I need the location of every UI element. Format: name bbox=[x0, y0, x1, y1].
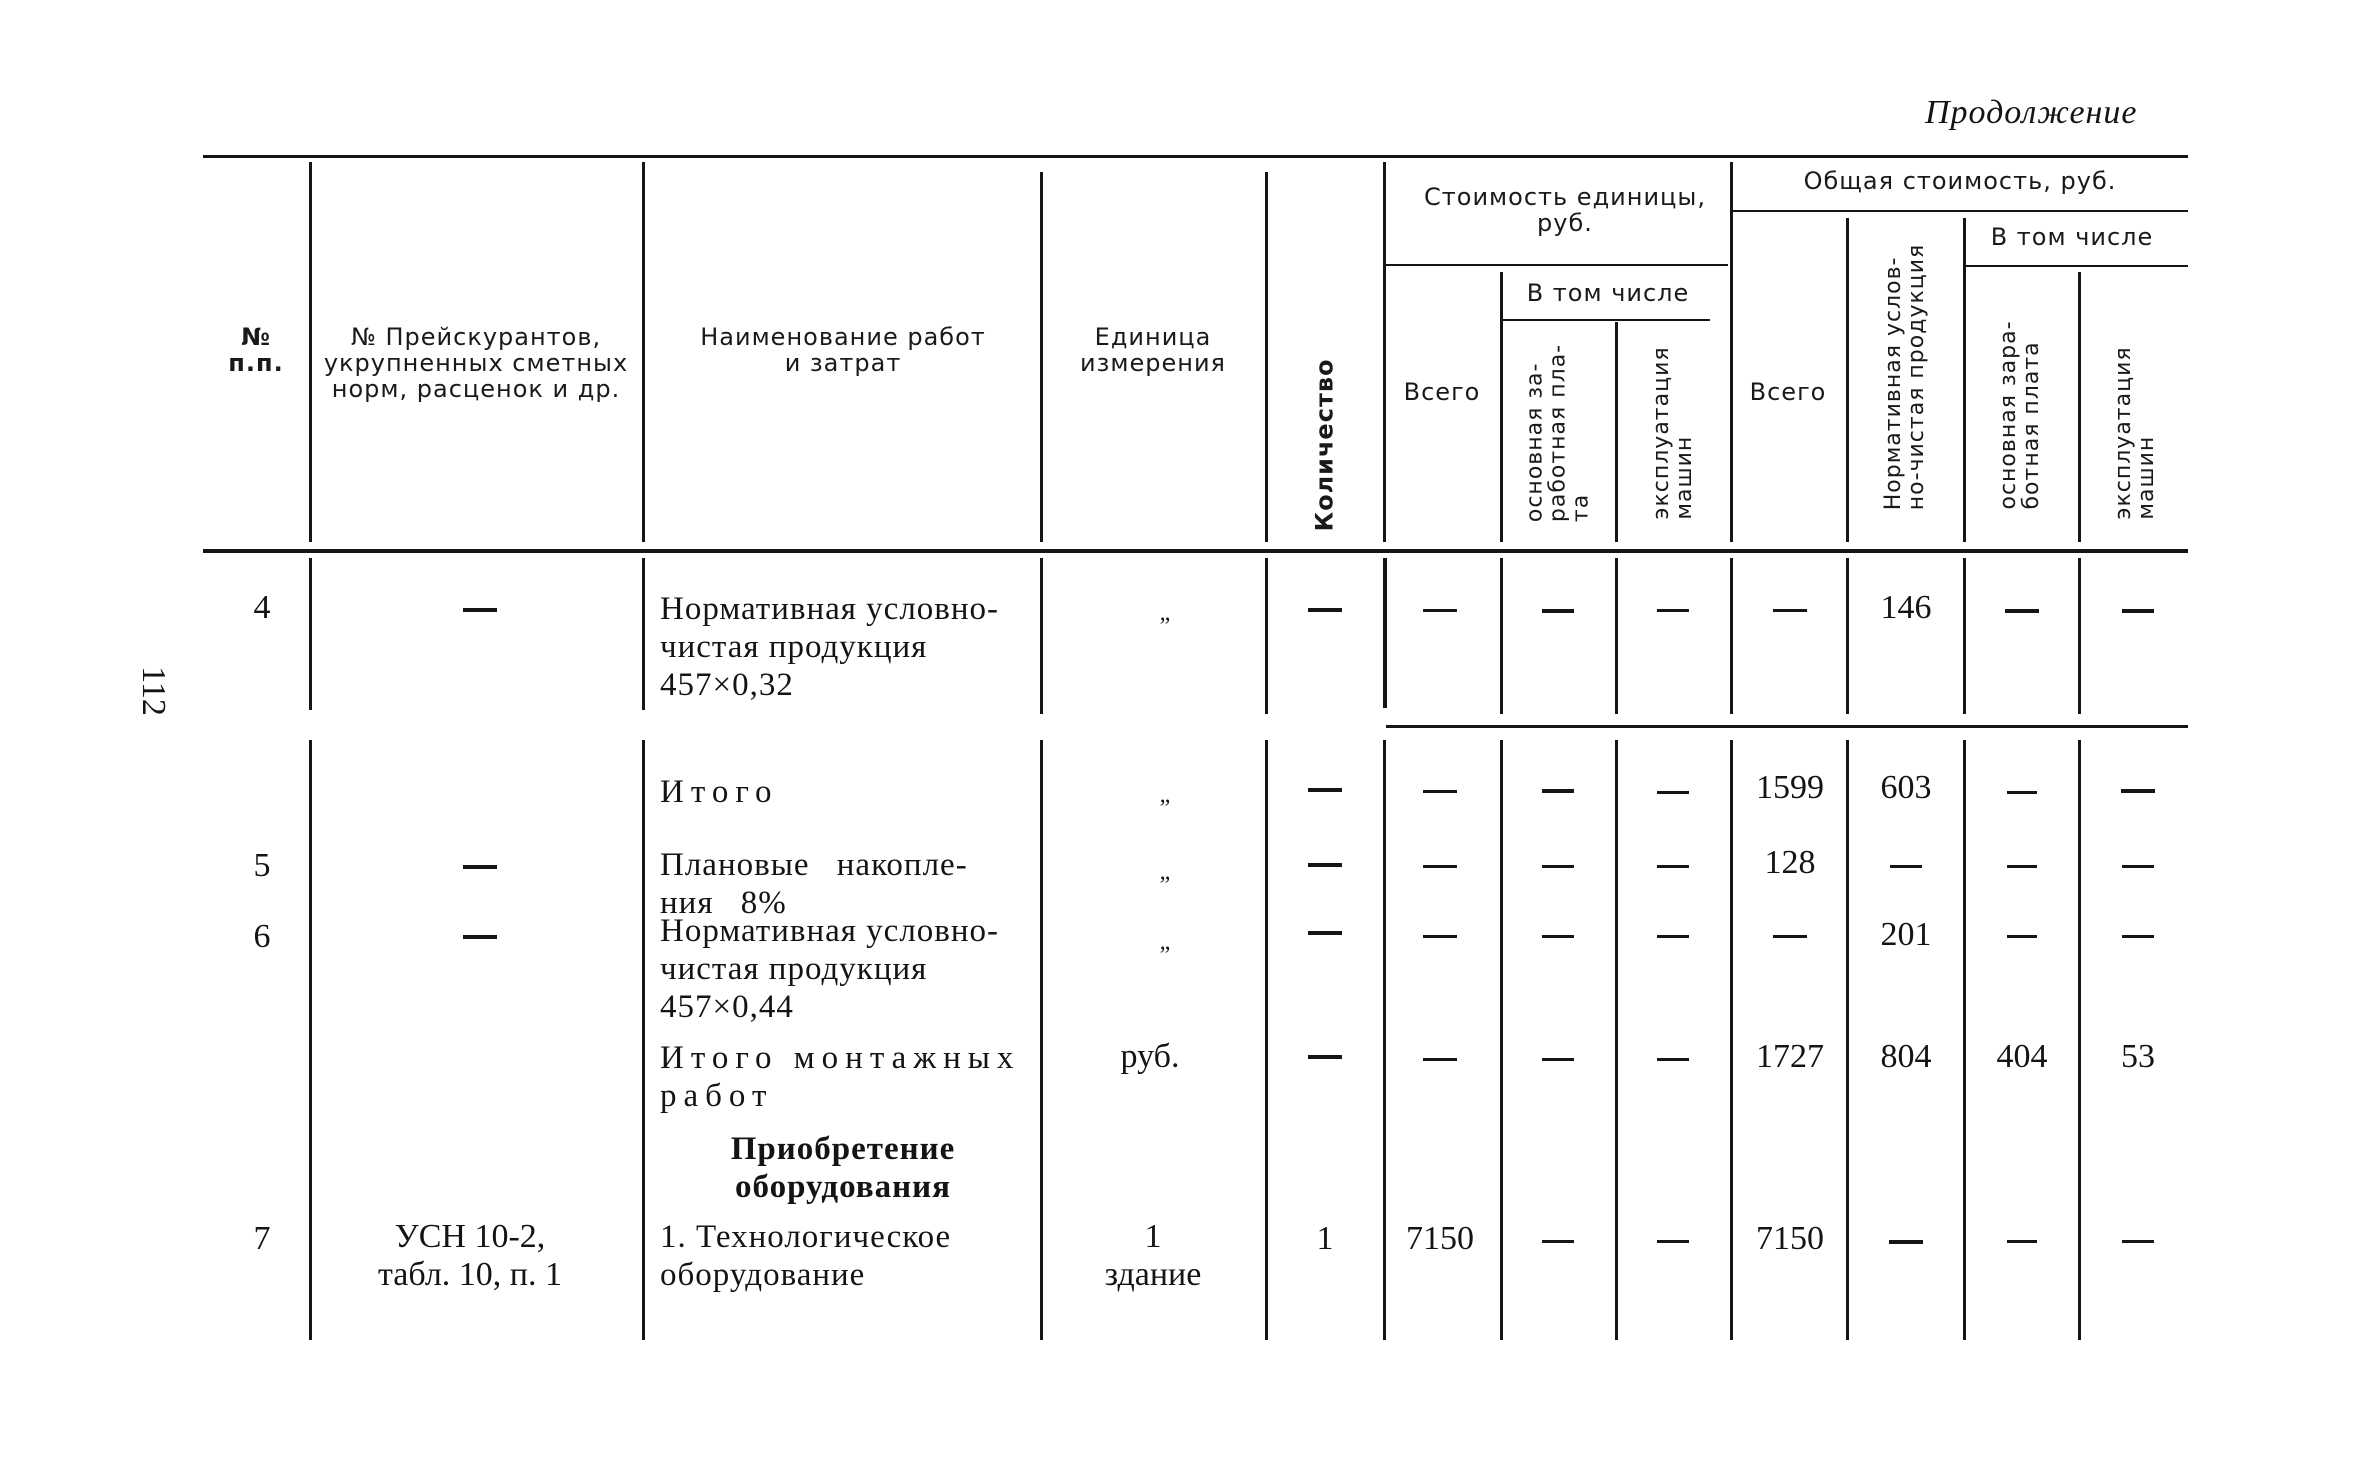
row6-qty-dash bbox=[1308, 931, 1342, 935]
header-total-cost-machines: эксплуатация машин bbox=[2110, 346, 2159, 520]
header-total-cost-normative: Нормативная услов- но-чистая продукция bbox=[1880, 243, 1929, 511]
row7-tc-norm-dash bbox=[1889, 1240, 1923, 1244]
install-total-qty-dash bbox=[1308, 1055, 1342, 1059]
row5-unit: „ bbox=[1159, 859, 1171, 885]
subtotal-name: Итого bbox=[660, 774, 779, 810]
header-total-cost: Общая стоимость, руб. bbox=[1803, 167, 2117, 195]
continuation-label: Продолжение bbox=[1925, 94, 2138, 131]
row5-name: Плановые накопле- ния 8% bbox=[660, 847, 968, 921]
unit-cost-subrule bbox=[1386, 264, 1728, 266]
row7-unit: 1 здание bbox=[1104, 1218, 1202, 1293]
subtotal-unit: „ bbox=[1159, 782, 1171, 808]
install-total-tc-wage: 404 bbox=[1996, 1038, 2048, 1075]
col-rule bbox=[1730, 740, 1733, 1340]
row6-uc-wage-dash bbox=[1542, 935, 1574, 938]
row5-uc-total-dash bbox=[1423, 865, 1457, 868]
row7-pricelist: УСН 10-2, табл. 10, п. 1 bbox=[378, 1218, 562, 1293]
subtotal-tc-wage-dash bbox=[2007, 791, 2037, 794]
row7-uc-total: 7150 bbox=[1406, 1220, 1474, 1257]
row7-uc-mach-dash bbox=[1657, 1240, 1689, 1243]
row6-unit: „ bbox=[1159, 929, 1171, 955]
install-total-name-text: Итого монтажных работ bbox=[660, 1040, 1021, 1114]
install-total-uc-wage-dash bbox=[1542, 1058, 1574, 1061]
row5-qty-dash bbox=[1308, 863, 1342, 867]
row6-tc-mach-dash bbox=[2122, 935, 2154, 938]
header-unit-cost: Стоимость единицы, руб. bbox=[1424, 183, 1706, 237]
row6-uc-total-dash bbox=[1423, 935, 1457, 938]
header-name: Наименование работ и затрат bbox=[700, 323, 986, 377]
row7-uc-wage-dash bbox=[1542, 1240, 1574, 1243]
col-rule bbox=[642, 740, 645, 1340]
col-rule bbox=[1730, 162, 1733, 542]
col-rule bbox=[1040, 740, 1043, 1340]
header-total-cost-including: В том числе bbox=[1990, 223, 2154, 251]
row6-tc-wage-dash bbox=[2007, 935, 2037, 938]
col-rule bbox=[1846, 558, 1849, 714]
row4-uc-total-dash bbox=[1423, 609, 1457, 612]
col-rule bbox=[1500, 740, 1503, 1340]
header-unit-cost-wage: основная за- работная пла- та bbox=[1522, 343, 1594, 523]
col-rule bbox=[309, 162, 312, 542]
col-rule bbox=[1265, 558, 1268, 714]
col-rule bbox=[309, 740, 312, 1340]
header-pricelist: № Прейскурантов, укрупненных сметных норм, расценок и др. bbox=[323, 323, 629, 403]
col-rule bbox=[1615, 322, 1618, 542]
header-quantity: Количество bbox=[1310, 358, 1339, 532]
col-rule bbox=[1500, 272, 1503, 542]
row6-tc-total-dash bbox=[1773, 935, 1807, 938]
row7-tc-mach-dash bbox=[2122, 1240, 2154, 1243]
col-rule bbox=[1265, 740, 1268, 1340]
row7-qty: 1 bbox=[1316, 1220, 1334, 1257]
col-rule bbox=[309, 558, 312, 710]
row4-qty-dash bbox=[1308, 608, 1342, 612]
page-number: 112 bbox=[134, 666, 172, 716]
col-rule bbox=[2078, 558, 2081, 714]
row5-tc-wage-dash bbox=[2007, 865, 2037, 868]
header-unit: Единица измерения bbox=[1080, 323, 1226, 377]
row7-tc-wage-dash bbox=[2007, 1240, 2037, 1243]
total-including-subrule bbox=[1965, 265, 2188, 267]
subtotal-tc-norm: 603 bbox=[1880, 769, 1932, 806]
subtotal-uc-mach-dash bbox=[1657, 791, 1689, 794]
row4-pricelist-dash bbox=[463, 608, 497, 612]
col-rule bbox=[1500, 558, 1503, 714]
install-total-uc-mach-dash bbox=[1657, 1058, 1689, 1061]
col-rule bbox=[1040, 558, 1043, 714]
row5-uc-wage-dash bbox=[1542, 865, 1574, 868]
header-bottom-rule bbox=[203, 549, 2188, 553]
row5-tc-mach-dash bbox=[2122, 865, 2154, 868]
row4-num: 4 bbox=[253, 589, 271, 626]
row4-tc-mach-dash bbox=[2122, 609, 2154, 613]
col-rule bbox=[642, 558, 645, 710]
install-total-uc-total-dash bbox=[1423, 1058, 1457, 1061]
col-rule bbox=[1846, 740, 1849, 1340]
row4-bottom-rule bbox=[1386, 725, 2188, 728]
row5-tc-norm-dash bbox=[1890, 865, 1922, 868]
col-rule bbox=[1846, 218, 1849, 542]
header-unit-cost-machines: эксплуатация машин bbox=[1648, 346, 1697, 520]
row4-tc-wage-dash bbox=[2005, 609, 2039, 613]
col-rule bbox=[1615, 740, 1618, 1340]
row4-name: Нормативная условно- чистая продукция 457×0,32 bbox=[660, 591, 1000, 703]
row4-tc-norm: 146 bbox=[1880, 589, 1932, 626]
col-rule bbox=[1615, 558, 1618, 714]
row5-tc-total: 128 bbox=[1764, 844, 1816, 881]
row7-tc-total: 7150 bbox=[1756, 1220, 1824, 1257]
col-rule bbox=[2078, 740, 2081, 1340]
col-rule bbox=[1730, 558, 1733, 714]
col-rule bbox=[1963, 558, 1966, 714]
row7-num: 7 bbox=[253, 1220, 271, 1257]
row7-name: 1. Технологическое оборудование bbox=[660, 1219, 952, 1293]
row5-pricelist-dash bbox=[463, 865, 497, 869]
col-rule bbox=[1963, 740, 1966, 1340]
install-total-unit: руб. bbox=[1120, 1038, 1180, 1075]
row6-name: Нормативная условно- чистая продукция 457×0,44 bbox=[660, 913, 1000, 1025]
row4-uc-wage-dash bbox=[1542, 609, 1574, 613]
unit-including-subrule bbox=[1502, 319, 1710, 321]
row6-pricelist-dash bbox=[463, 935, 497, 939]
col-rule bbox=[1383, 558, 1387, 708]
row6-num: 6 bbox=[253, 918, 271, 955]
subtotal-uc-total-dash bbox=[1423, 790, 1457, 793]
header-num: № п.п. bbox=[228, 323, 284, 377]
install-total-tc-norm: 804 bbox=[1880, 1038, 1932, 1075]
col-rule bbox=[1265, 172, 1268, 542]
row5-num: 5 bbox=[253, 847, 271, 884]
subtotal-uc-wage-dash bbox=[1542, 789, 1574, 793]
row4-unit: „ bbox=[1159, 600, 1171, 626]
row5-uc-mach-dash bbox=[1657, 865, 1689, 868]
col-rule bbox=[642, 162, 645, 542]
subtotal-qty-dash bbox=[1308, 788, 1342, 792]
table-top-rule bbox=[203, 155, 2188, 158]
row4-tc-total-dash bbox=[1773, 609, 1807, 612]
install-total-tc-total: 1727 bbox=[1756, 1038, 1824, 1075]
col-rule bbox=[1040, 172, 1043, 542]
section-heading: Приобретение оборудования bbox=[730, 1131, 956, 1205]
header-unit-cost-including: В том числе bbox=[1526, 279, 1690, 307]
install-total-tc-mach: 53 bbox=[2121, 1038, 2155, 1075]
col-rule bbox=[1383, 740, 1386, 1340]
col-rule bbox=[1383, 162, 1386, 542]
total-cost-subrule bbox=[1732, 210, 2188, 212]
subtotal-tc-mach-dash bbox=[2121, 789, 2155, 793]
header-total-cost-wage: основная зара- ботная плата bbox=[1995, 320, 2044, 510]
subtotal-tc-total: 1599 bbox=[1756, 769, 1824, 806]
row6-tc-norm: 201 bbox=[1880, 916, 1932, 953]
header-total-cost-total: Всего bbox=[1749, 378, 1827, 406]
install-total-name bbox=[660, 1039, 1020, 1115]
col-rule bbox=[1963, 218, 1966, 542]
col-rule bbox=[2078, 272, 2081, 542]
row6-uc-mach-dash bbox=[1657, 935, 1689, 938]
header-unit-cost-total: Всего bbox=[1403, 378, 1481, 406]
row4-uc-mach-dash bbox=[1657, 609, 1689, 612]
